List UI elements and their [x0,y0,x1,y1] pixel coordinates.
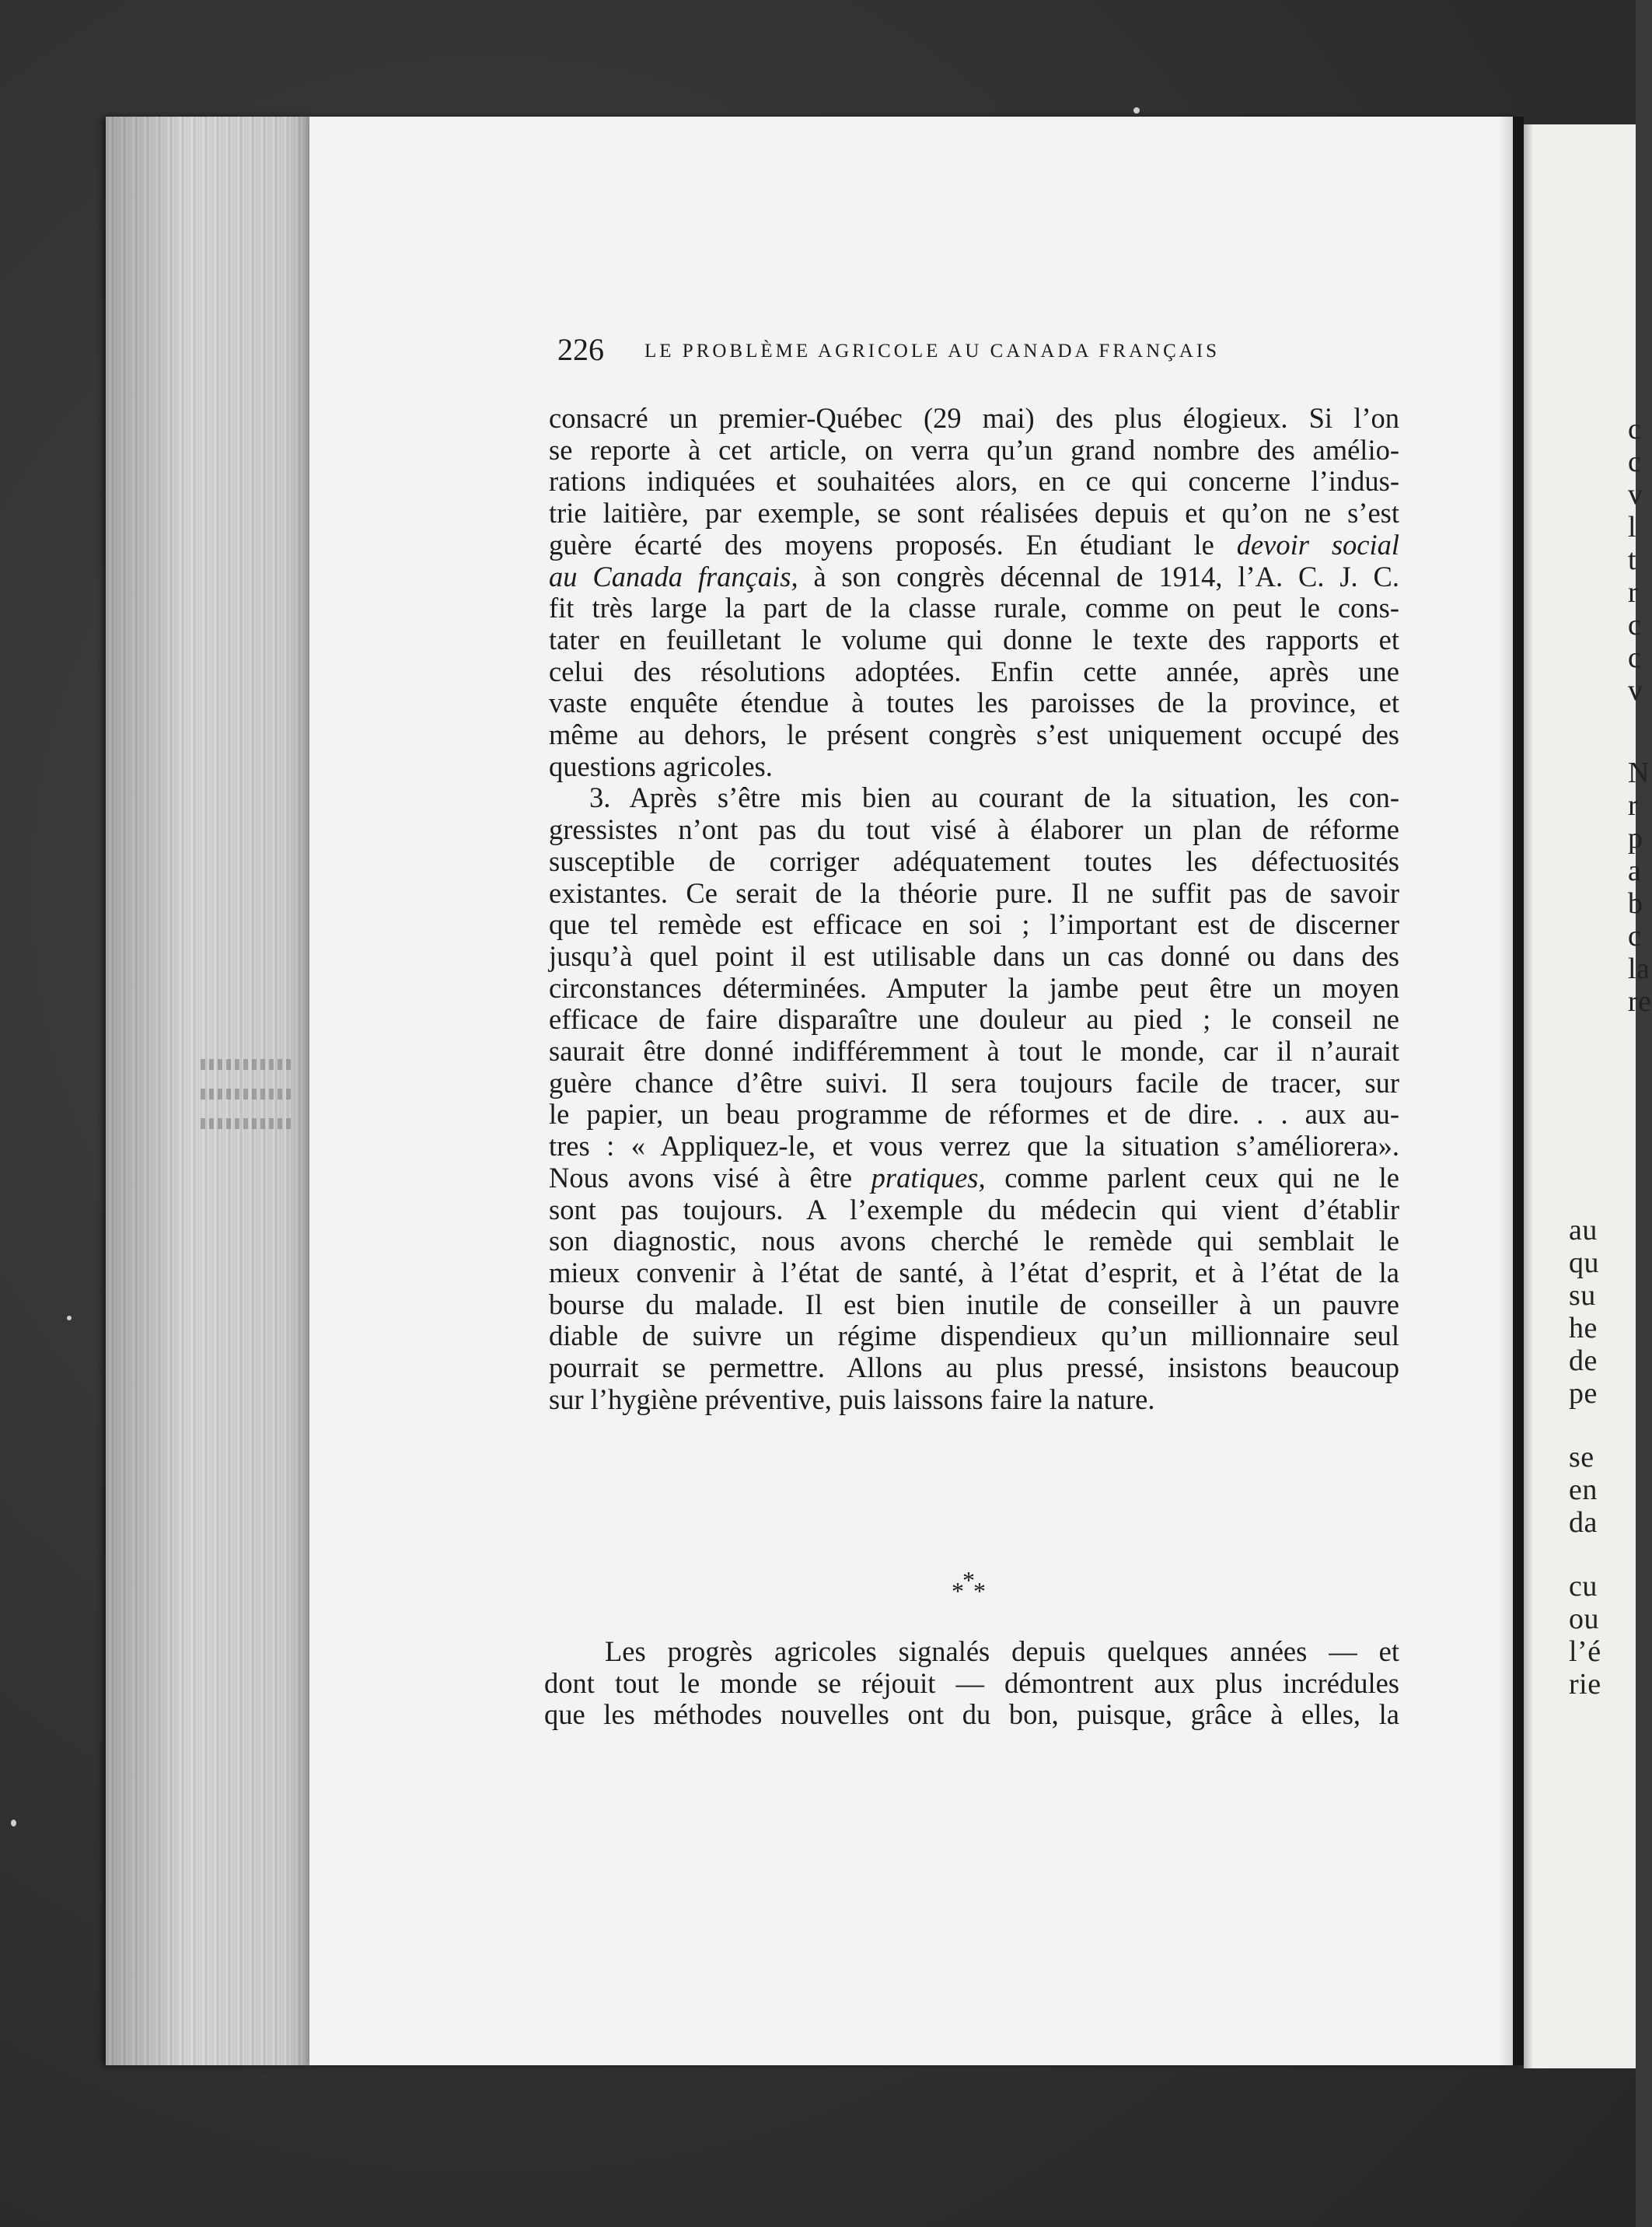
facing-fragment: p [1628,822,1643,855]
facing-fragment: qu [1569,1246,1599,1279]
paragraph [549,403,1399,782]
facing-fragment: c [1628,920,1642,953]
facing-fragment: de [1569,1344,1598,1377]
text-line: dont tout le monde se réjouit — démontrent aux plus incrédules [544,1666,1399,1699]
facing-fragment: v [1628,674,1643,707]
text-line: circonstances déterminées. Amputer la jambe peut être un moyen [549,971,1399,1004]
dust-speck [1133,107,1140,114]
asterisk: * [973,1577,986,1605]
facing-page-shadow [1524,124,1533,2068]
text-line: pourrait se permettre. Allons au plus pressé, insistons beaucoup [549,1351,1399,1384]
text-line: le papier, un beau programme de réformes et de dire. . . aux au- [549,1098,1399,1131]
facing-fragment: da [1569,1506,1598,1539]
italic-phrase: pratiques, [871,1161,986,1194]
text-run: comme parlent ceux qui ne le [1004,1161,1400,1194]
facing-fragment: en [1569,1474,1598,1506]
text-line [549,530,1399,561]
section-break-asterisks [945,1566,992,1605]
asterisk: * [952,1577,964,1605]
facing-fragment: b [1628,887,1643,920]
text-line: guère chance d’être suivi. Il sera toujours facile de tracer, sur [549,1066,1399,1099]
facing-fragment: cu [1569,1570,1598,1603]
text-line: que les méthodes nouvelles ont du bon, puisque, grâce à elles, la [544,1698,1399,1731]
italic-phrase: devoir social [1236,528,1400,561]
edge-mark [201,1118,292,1129]
text-line: se reporte à cet article, on verra qu’un grand nombre des amélio- [549,433,1399,466]
facing-fragment: c [1628,642,1642,674]
facing-fragment: t [1628,544,1637,576]
asterisk: * [962,1566,975,1594]
edge-mark [201,1089,292,1100]
body-text [549,403,1399,1416]
facing-fragment: au [1569,1214,1598,1246]
facing-fragment: c [1628,609,1642,642]
text-line: son diagnostic, nous avons cherché le remède qui semblait le [549,1225,1399,1257]
text-line: tater en feuilletant le volume qui donne le texte des rapports et [549,623,1399,656]
text-line: même au dehors, le présent congrès s’est uniquement occupé des [549,718,1399,751]
dust-speck [11,1820,16,1827]
facing-fragment: l’é [1569,1635,1601,1668]
text-line: susceptible de corriger adéquatement toutes les défectuosités [549,844,1399,877]
text-run: guère écarté des moyens proposés. En étudiant le [549,528,1214,561]
text-line: vaste enquête étendue à toutes les paroisses de la province, et [549,687,1399,719]
facing-fragment: v [1628,478,1643,511]
facing-fragment: he [1569,1312,1598,1344]
facing-fragment: rie [1569,1668,1601,1701]
text-line [549,1162,1399,1194]
facing-fragment: c [1628,413,1642,446]
text-line: saurait être donné indifféremment à tout le monde, car il n’aurait [549,1035,1399,1068]
facing-fragment: r [1628,576,1639,609]
facing-fragment: c [1628,446,1642,478]
running-title: LE PROBLÈME AGRICOLE AU CANADA FRANÇAIS [644,341,1221,362]
text-line: existantes. Ce serait de la théorie pure. Il ne suffit pas de savoir [549,876,1399,909]
facing-fragment: r [1628,789,1639,822]
page-header [557,331,1397,370]
text-line: 3. Après s’être mis bien au courant de la situation, les con- [589,781,1399,814]
text-line: tres : « Appliquez-le, et vous verrez que la situation s’améliorera». [549,1130,1399,1162]
closing-paragraph [544,1636,1399,1731]
facing-fragment: se [1569,1441,1594,1474]
facing-fragment: re [1628,985,1652,1018]
dust-speck [67,1316,72,1320]
text-line: sur l’hygiène préventive, puis laissons faire la nature. [549,1383,1155,1415]
text-line: gressistes n’ont pas du tout visé à élaborer un plan de réforme [549,813,1399,846]
facing-fragment: a [1628,855,1642,887]
text-line: celui des résolutions adoptées. Enfin cette année, après une [549,655,1399,687]
facing-fragment: pe [1569,1377,1598,1410]
paragraph [549,782,1399,1415]
text-line: Les progrès agricoles signalés depuis quelques années — et [605,1635,1399,1667]
page-number: 226 [557,332,604,367]
facing-fragment: la [1628,953,1650,985]
text-line: jusqu’à quel point il est utilisable dans un cas donné ou dans des [549,939,1399,972]
text-line: questions agricoles. [549,750,773,782]
text-line: bourse du malade. Il est bien inutile de conseiller à un pauvre [549,1288,1399,1320]
facing-fragment: su [1569,1279,1596,1312]
facing-fragment: N [1628,757,1650,789]
text-line: consacré un premier-Québec (29 mai) des plus élogieux. Si l’on [549,402,1399,434]
text-line: trie laitière, par exemple, se sont réalisées depuis et qu’on ne s’est [549,497,1399,530]
page-gutter [1513,117,1524,2065]
text-line: diable de suivre un régime dispendieux qu’un millionnaire seul [549,1320,1399,1352]
text-line [549,561,1399,593]
text-run: Nous avons visé à être [549,1161,853,1194]
text-line: efficace de faire disparaître une douleur au pied ; le conseil ne [549,1003,1399,1036]
text-line: fit très large la part de la classe rurale, comme on peut le cons- [549,592,1399,624]
text-line: que tel remède est efficace en soi ; l’important est de discerner [549,908,1399,941]
italic-phrase: au Canada français, [549,560,798,593]
text-line: sont pas toujours. A l’exemple du médecin qui vient d’établir [549,1193,1399,1225]
text-line: rations indiquées et souhaitées alors, en ce qui concerne l’indus- [549,465,1399,498]
text-run: à son congrès décennal de 1914, l’A. C. J. C. [813,560,1399,593]
facing-page-sliver [1524,124,1652,2068]
stacked-page-edges [106,117,309,2065]
facing-fragment: ou [1569,1603,1599,1635]
text-line: mieux convenir à l’état de santé, à l’état d’esprit, et à l’état de la [549,1256,1399,1288]
facing-fragment: l [1628,511,1637,544]
edge-mark [201,1059,292,1070]
